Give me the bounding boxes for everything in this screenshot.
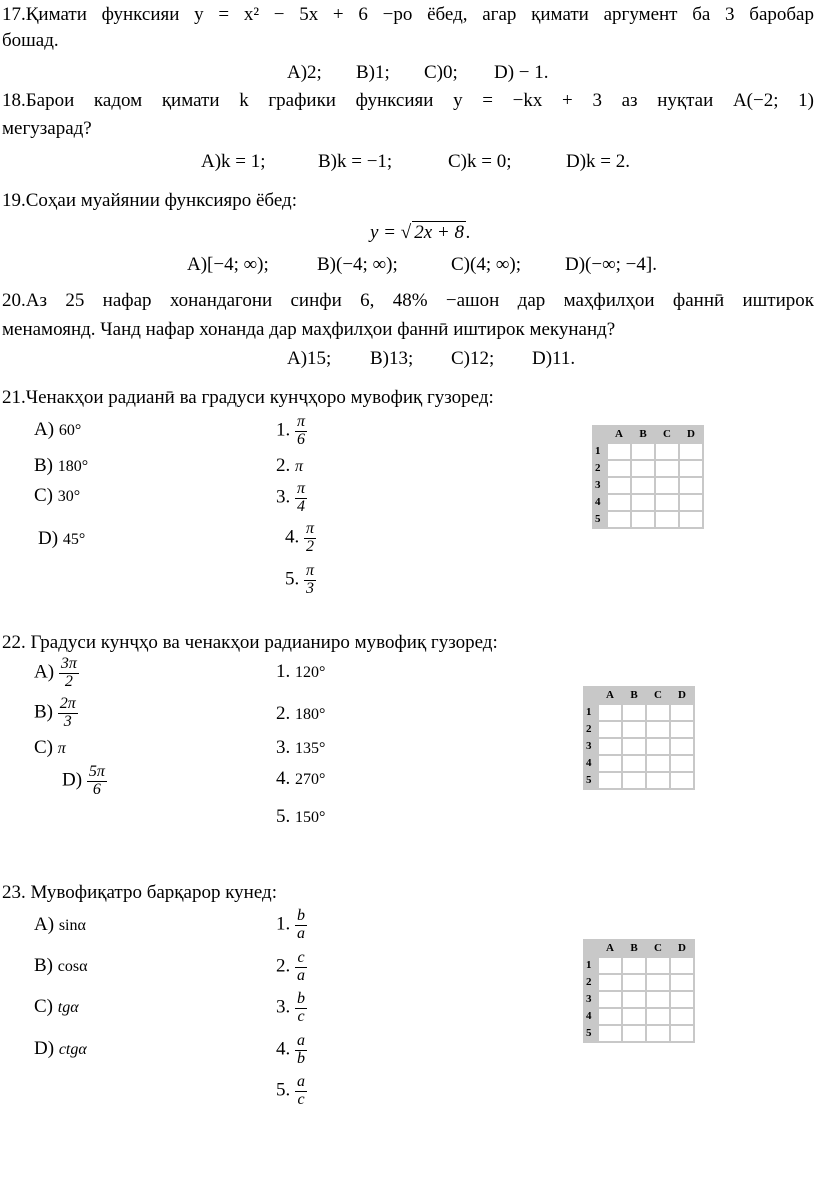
answer-cell[interactable] — [646, 991, 670, 1008]
answer-cell[interactable] — [646, 704, 670, 721]
answer-cell[interactable] — [631, 443, 655, 460]
q17-option-a: A)2; — [287, 62, 322, 83]
answer-cell[interactable] — [670, 738, 694, 755]
q21-right-3: 3. $\frac{\pi}{4}$ — [276, 480, 306, 515]
q18-option-a: A)k = 1; — [201, 151, 266, 172]
q22-answer-grid: A B C D 1 2 3 4 5 — [583, 686, 695, 790]
q22-right-1: 1. 120° — [276, 661, 326, 682]
q20-option-b: B)13; — [370, 348, 414, 369]
answer-cell[interactable] — [679, 443, 703, 460]
answer-cell[interactable] — [631, 511, 655, 528]
answer-cell[interactable] — [631, 460, 655, 477]
q18-option-d: D)k = 2. — [566, 151, 631, 172]
q21-left-b: B) 180° — [34, 455, 89, 476]
q19-option-a: A)[−4; ∞); — [187, 254, 269, 275]
q17-text-line2: бошад. — [2, 30, 59, 51]
q20-text-line2: менамоянд. Чанд нафар хонанда дар маҳфилҳои фаннӣ иштирок мекунанд? — [2, 319, 616, 340]
answer-cell[interactable] — [622, 991, 646, 1008]
q18-text-line2: мегузарад? — [2, 118, 92, 139]
answer-cell[interactable] — [646, 738, 670, 755]
answer-cell[interactable] — [655, 443, 679, 460]
answer-cell[interactable] — [670, 957, 694, 974]
answer-cell[interactable] — [598, 974, 622, 991]
answer-cell[interactable] — [598, 704, 622, 721]
q20-option-d: D)11. — [532, 348, 576, 369]
q20-text-line1: 20.Аз 25 нафар хонандагони синфи 6, 48% −ашон дар маҳфилҳои фаннӣ иштирок — [2, 290, 814, 311]
answer-cell[interactable] — [670, 755, 694, 772]
answer-cell[interactable] — [670, 1008, 694, 1025]
q19-formula-end: . — [465, 222, 471, 243]
q21-right-4: 4. $\frac{\pi}{2}$ — [285, 520, 315, 555]
answer-cell[interactable] — [646, 1025, 670, 1042]
q23-answer-grid: A B C D 1 2 3 4 5 — [583, 939, 695, 1043]
q20-option-c: C)12; — [451, 348, 495, 369]
answer-cell[interactable] — [622, 738, 646, 755]
answer-cell[interactable] — [622, 974, 646, 991]
q22-right-4: 4. 270° — [276, 768, 326, 789]
q19-formula: y = √ 2x + 8 . — [370, 222, 471, 243]
q22-left-b: B) $\frac{2\pi}{3}$ — [34, 695, 76, 730]
answer-cell[interactable] — [646, 974, 670, 991]
q18-text-line1: 18.Барои кадом қимати k графики функсияи y = −kx + 3 аз нуқтаи A(−2; 1) — [2, 90, 814, 111]
q23-right-5: 5. $\frac{a}{c}$ — [276, 1073, 305, 1108]
q23-title: 23. Мувофиқатро барқарор кунед: — [2, 882, 277, 903]
answer-cell[interactable] — [607, 460, 631, 477]
q19-formula-radicand: 2x + 8 — [414, 222, 464, 243]
answer-cell[interactable] — [607, 477, 631, 494]
answer-cell[interactable] — [655, 477, 679, 494]
q19-option-b: B)(−4; ∞); — [317, 254, 398, 275]
q21-title: 21.Ченакҳои радианӣ ва градуси кунҷҳоро мувофиқ гузоред: — [2, 387, 494, 408]
q22-title: 22. Градуси кунҷҳо ва ченакҳои радианиро мувофиқ гузоред: — [2, 632, 498, 653]
q21-right-1: 1. $\frac{\pi}{6}$ — [276, 413, 306, 448]
answer-cell[interactable] — [598, 1008, 622, 1025]
answer-cell[interactable] — [646, 755, 670, 772]
answer-cell[interactable] — [622, 957, 646, 974]
q22-left-a: A) $\frac{3\pi}{2}$ — [34, 655, 77, 690]
q21-left-c: C) 30° — [34, 485, 81, 506]
answer-cell[interactable] — [670, 1025, 694, 1042]
q21-left-a: A) 60° — [34, 419, 82, 440]
answer-cell[interactable] — [607, 443, 631, 460]
answer-cell[interactable] — [679, 511, 703, 528]
answer-cell[interactable] — [631, 477, 655, 494]
q19-option-c: C)(4; ∞); — [451, 254, 522, 275]
q17-option-c: C)0; — [424, 62, 458, 83]
q21-right-5: 5. $\frac{\pi}{3}$ — [285, 562, 315, 597]
q19-text: 19.Соҳаи муайянии функсияро ёбед: — [2, 190, 297, 211]
q22-left-d: D) $\frac{5\pi}{6}$ — [62, 763, 105, 798]
answer-cell[interactable] — [598, 738, 622, 755]
answer-cell[interactable] — [670, 772, 694, 789]
answer-cell[interactable] — [598, 1025, 622, 1042]
answer-cell[interactable] — [622, 704, 646, 721]
answer-cell[interactable] — [646, 772, 670, 789]
q19-formula-left: y = — [370, 222, 401, 243]
answer-cell[interactable] — [631, 494, 655, 511]
answer-cell[interactable] — [679, 477, 703, 494]
q22-right-3: 3. 135° — [276, 737, 326, 758]
answer-cell[interactable] — [655, 494, 679, 511]
q23-right-2: 2. $\frac{c}{a}$ — [276, 949, 305, 984]
q18-option-c: C)k = 0; — [448, 151, 512, 172]
answer-cell[interactable] — [655, 511, 679, 528]
q21-right-2: 2. π — [276, 455, 304, 476]
q21-left-d: D) 45° — [38, 528, 86, 549]
q23-left-d: D) ctgα — [34, 1038, 87, 1059]
answer-cell[interactable] — [646, 721, 670, 738]
answer-cell[interactable] — [598, 991, 622, 1008]
q23-left-a: A) sinα — [34, 914, 86, 935]
q23-left-c: C) tgα — [34, 996, 79, 1017]
answer-cell[interactable] — [646, 1008, 670, 1025]
q22-right-2: 2. 180° — [276, 703, 326, 724]
answer-cell[interactable] — [598, 772, 622, 789]
answer-cell[interactable] — [598, 721, 622, 738]
answer-cell[interactable] — [622, 721, 646, 738]
q17-option-b: B)1; — [356, 62, 390, 83]
q23-right-3: 3. $\frac{b}{c}$ — [276, 990, 305, 1025]
answer-cell[interactable] — [670, 991, 694, 1008]
q23-left-b: B) cosα — [34, 955, 88, 976]
answer-cell[interactable] — [622, 755, 646, 772]
answer-cell[interactable] — [622, 1025, 646, 1042]
answer-cell[interactable] — [655, 460, 679, 477]
answer-cell[interactable] — [679, 460, 703, 477]
q21-answer-grid: A B C D 1 2 3 4 5 — [592, 425, 704, 529]
answer-cell[interactable] — [598, 755, 622, 772]
q20-option-a: A)15; — [287, 348, 332, 369]
q22-right-5: 5. 150° — [276, 806, 326, 827]
answer-cell[interactable] — [622, 1008, 646, 1025]
answer-cell[interactable] — [607, 494, 631, 511]
answer-cell[interactable] — [679, 494, 703, 511]
q22-left-c: C) π — [34, 737, 66, 758]
q23-right-1: 1. $\frac{b}{a}$ — [276, 907, 305, 942]
answer-cell[interactable] — [598, 957, 622, 974]
answer-cell[interactable] — [622, 772, 646, 789]
answer-cell[interactable] — [607, 511, 631, 528]
answer-cell[interactable] — [646, 957, 670, 974]
q17-text-line1: 17.Қимати функсияи y = x² − 5x + 6 −ро ёбед, агар қимати аргумент ба 3 баробар — [2, 4, 814, 25]
q19-option-d: D)(−∞; −4]. — [565, 254, 657, 275]
q17-option-d: D) − 1. — [494, 62, 549, 83]
answer-cell[interactable] — [670, 704, 694, 721]
q23-right-4: 4. $\frac{a}{b}$ — [276, 1032, 305, 1067]
answer-cell[interactable] — [670, 721, 694, 738]
q18-option-b: B)k = −1; — [318, 151, 393, 172]
answer-cell[interactable] — [670, 974, 694, 991]
